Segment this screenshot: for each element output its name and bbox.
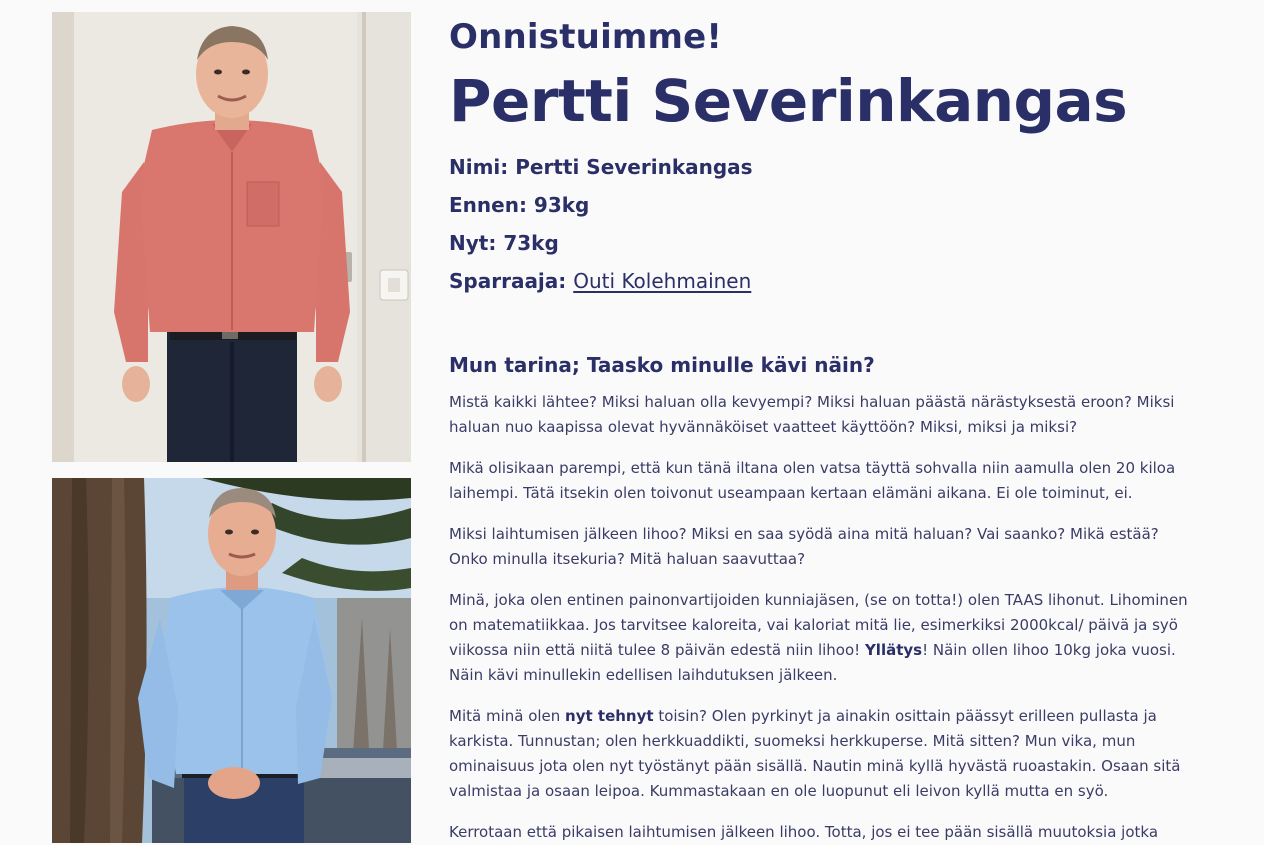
fact-name [449,148,1189,186]
story-p4-text-c: ! Näin ollen lihoo 10kg joka vuosi. Näin kävi minullekin edellisen laihdutuksen jälkeen. [449,641,1176,684]
story-p5-text-c: toisin? Olen pyrkinyt ja ainakin osittain päässyt erilleen pullasta ja karkista. Tunnustan; olen herkkuaddikti, suomeksi herkkuperse. Mitä sitten? Mun vika, mun ominaisuus jota olen nyt työstänyt pään sisällä. Nautin minä kyllä hyvästä ruoastakin. Osaan sitä valmistaa ja osaan leipoa. Kummastakaan en ole luopunut eli leivon kyllä mutta en syö. [449,707,1181,800]
fact-name-value: Pertti Severinkangas [515,155,753,179]
story-paragraph-3: Miksi laihtumisen jälkeen lihoo? Miksi en saa syödä aina mitä haluan? Vai saanko? Mikä estää? Onko minulla itsekuria? Mitä haluan saavuttaa? [449,525,1159,568]
story-paragraph-1: Mistä kaikki lähtee? Miksi haluan olla kevyempi? Miksi haluan päästä närästyksestä eroon? Miksi haluan nuo kaapissa olevat hyvännäköiset vaatteet käyttöön? Miksi, miksi ja miksi? [449,393,1175,436]
story-p4-emphasis: Yllätys [864,641,923,659]
fact-before-value: 93kg [533,193,590,217]
coach-link[interactable]: Outi Kolehmainen [573,269,752,293]
success-kicker: Onnistuimme! [449,17,723,57]
fact-now [449,224,1189,262]
story-title: Mun tarina; Taasko minulle kävi näin? [449,353,875,377]
story-content [449,14,1189,845]
story-paragraph-6: Kerrotaan että pikaisen laihtumisen jälkeen lihoo. Totta, jos ei tee pään sisällä muutoksia jotka [449,823,1159,841]
before-photo [52,12,411,462]
fact-coach-label: Sparraaja: [449,269,567,293]
fact-now-value: 73kg [503,231,559,255]
fact-before-label: Ennen: [449,193,527,217]
story-paragraph-2: Mikä olisikaan parempi, että kun tänä iltana olen vatsa täyttä sohvalla niin aamulla olen 20 kiloa laihempi. Tätä itsekin olen toivonut useampaan kertaan elämäni aikana. Ei ole toiminut, ei. [449,459,1176,502]
page-title: Pertti Severinkangas [449,67,1128,135]
story-p5-emphasis: nyt tehnyt [565,707,654,725]
story-p4-text-a: Minä, joka olen entinen painonvartijoiden kunniajäsen, (se on totta!) olen TAAS lihonut. Lihominen on matematiikkaa. Jos tarvitsee kaloreita, vai kaloriat mitä lie, esimerkiksi 2000kcal/ päivä ja syö viikossa niin että niitä tulee 8 päivän edestä niin lihoo! [449,591,1188,659]
story-paragraph-4 [449,588,1189,688]
facts-list [449,148,1189,300]
fact-before [449,186,1189,224]
fact-name-label: Nimi: [449,155,509,179]
fact-coach [449,262,1189,300]
story-paragraph-5 [449,704,1189,804]
fact-now-label: Nyt: [449,231,497,255]
story-p5-text-a: Mitä minä olen [449,707,566,725]
after-photo [52,478,411,843]
